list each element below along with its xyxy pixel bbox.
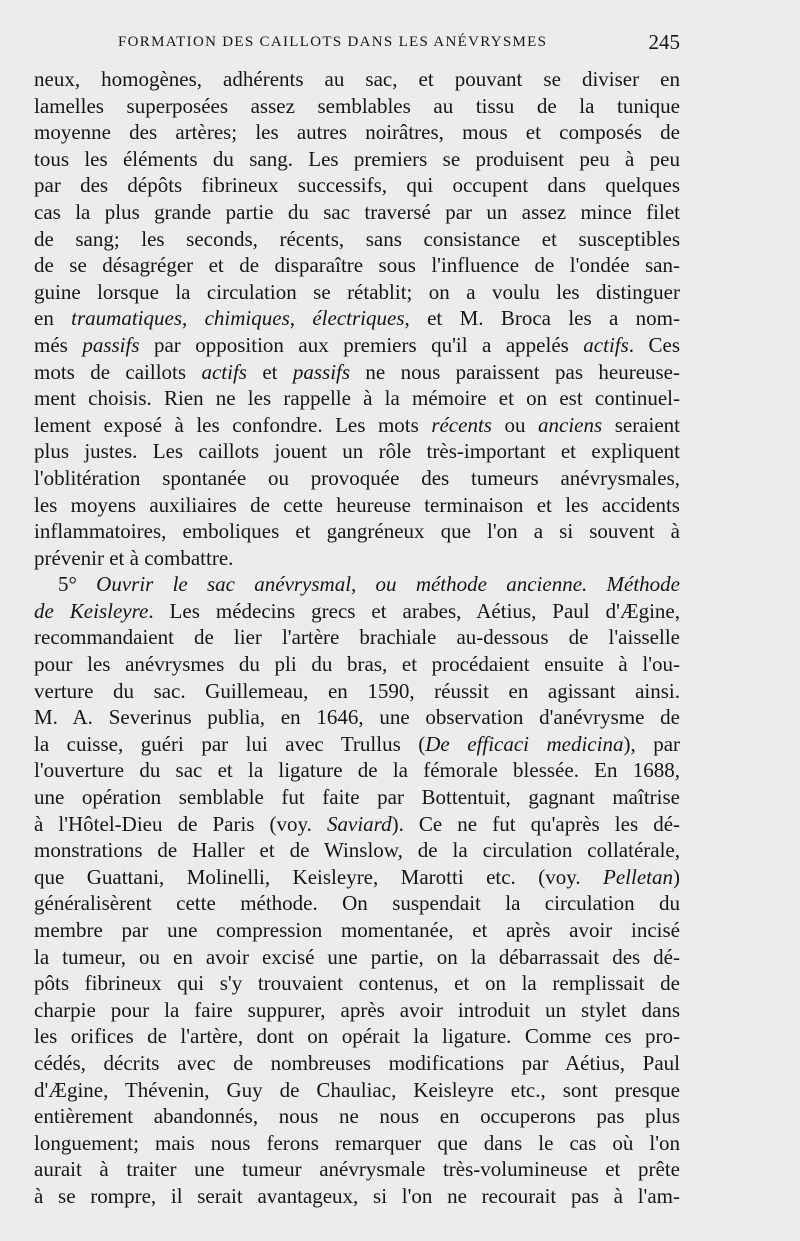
text-run: et [246,359,293,384]
italic-text: Pelletan [603,864,673,889]
text-run: l'ouverture du sac et la ligature de la fémorale blessée. En 1688, [34,758,680,783]
text-line [34,837,680,864]
text-run: . Ces [628,332,681,357]
text-run: en [34,306,72,331]
text-run: à se rompre, il serait avantageux, si l'on ne recourait pas à l'am- [34,1183,680,1208]
text-run: plus justes. Les caillots jouent un rôle très-important et expliquent [34,439,680,464]
text-line [34,1130,680,1157]
text-run: monstrations de Haller et de Winslow, de la circulation collatérale, [34,838,680,863]
text-line [34,172,680,199]
text-line [34,1050,680,1077]
text-line [34,1077,680,1104]
text-run: les orifices de l'artère, dont on opérait la ligature. Comme ces pro- [34,1024,680,1049]
text-line [34,545,680,572]
text-run: la tumeur, ou en avoir excisé une partie, on la débarrassait des dé- [34,944,680,969]
text-line [34,651,680,678]
text-run: membre par une compression momentanée, et après avoir incisé [34,918,680,942]
italic-text: de Keisleyre [34,598,149,623]
text-run: ou [491,412,539,437]
italic-text: Ouvrir le sac anévrysmal, ou méthode ancienne. Méthode [96,572,680,597]
text-run: , [182,306,205,331]
running-head [118,30,680,56]
text-run: par des dépôts fibrineux successifs, qui occupent dans quelques [34,173,680,198]
text-run: guine lorsque la circulation se rétablit; on a voulu les distinguer [34,279,680,304]
text-run: tous les éléments du sang. Les premiers se produisent peu à peu [34,146,680,171]
text-run: 5° [58,572,97,597]
text-run: l'oblitération spontanée ou provoquée des tumeurs anévrysmales, [34,465,680,490]
text-run: cas la plus grande partie du sac traversé par un assez mince filet [34,199,680,224]
italic-text: électriques [312,306,405,331]
italic-text: passifs [292,359,351,384]
text-run: aurait à traiter une tumeur anévrysmale très-volumineuse et prête [34,1157,680,1182]
text-line [34,199,680,226]
italic-text: De efficaci medicina [425,731,624,756]
text-line [34,252,680,279]
text-run: ) [673,864,680,889]
text-run: entièrement abandonnés, nous ne nous en occuperons pas plus [34,1104,680,1129]
text-line [34,811,680,838]
text-run: de sang; les seconds, récents, sans consistance et susceptibles [34,226,680,251]
text-line [34,146,680,173]
text-line [34,624,680,651]
text-line [34,492,680,519]
text-line [34,890,680,917]
italic-text: anciens [538,412,603,437]
text-line [34,598,680,625]
text-run: , et M. Broca les a nom- [404,306,680,331]
italic-text: passifs [82,332,140,357]
text-line [34,1103,680,1130]
text-run: . Les médecins grecs et arabes, Aétius, Paul d'Ægine, [148,598,680,623]
text-run: généralisèrent cette méthode. On suspendait la circulation du [34,891,680,916]
italic-text: chimiques [204,306,290,331]
text-run: ). Ce ne fut qu'après les dé- [391,811,681,836]
text-run: de se désagréger et de disparaître sous l'influence de l'ondée san- [34,253,680,278]
text-line [34,970,680,997]
text-line [34,864,680,891]
text-run: les moyens auxiliaires de cette heureuse terminaison et les accidents [34,492,680,517]
text-line [34,917,680,944]
text-line [34,757,680,784]
text-run: verture du sac. Guillemeau, en 1590, réussit en agissant ainsi. [34,678,680,703]
text-line [34,678,680,705]
text-line [34,731,680,758]
text-line [34,944,680,971]
text-line [34,704,680,731]
text-line [34,119,680,146]
text-run: neux, homogènes, adhérents au sac, et pouvant se diviser en [34,67,680,91]
body-text [34,66,680,1210]
italic-text: traumatiques [71,306,183,331]
text-line [34,66,680,93]
text-run: moyenne des artères; les autres noirâtres, mous et composés de [34,120,680,145]
text-run: à l'Hôtel-Dieu de Paris (voy. [34,811,328,836]
text-line [34,226,680,253]
text-run: prévenir et à combattre. [34,545,234,570]
text-line [34,1023,680,1050]
text-run: par opposition aux premiers qu'il a appelés [139,332,584,357]
text-run: que Guattani, Molinelli, Keisleyre, Marotti etc. (voy. [34,864,604,889]
text-run: , [289,306,313,331]
italic-text: Saviard [327,811,392,836]
text-run: ne nous paraissent pas heureuse- [350,359,680,384]
text-line [34,279,680,306]
italic-text: récents [431,412,492,437]
text-run: mots de caillots [34,359,202,384]
text-line [34,359,680,386]
running-title: FORMATION DES CAILLOTS DANS LES ANÉVRYSMES [118,34,548,50]
page-number: 245 [648,30,680,54]
text-line [34,385,680,412]
text-line [34,438,680,465]
text-line [34,997,680,1024]
text-run: inflammatoires, emboliques et gangréneux que l'on a si souvent à [34,519,680,544]
text-line [34,332,680,359]
text-run: ment choisis. Rien ne les rappelle à la mémoire et on est continuel- [34,386,680,411]
text-line [34,412,680,439]
text-line [34,93,680,120]
text-run: lement exposé à les confondre. Les mots [34,412,432,437]
text-run: cédés, décrits avec de nombreuses modifications par Aétius, Paul [34,1050,680,1075]
text-line [34,571,680,598]
text-run: pôts fibrineux qui s'y trouvaient contenus, et on la remplissait de [34,971,680,996]
text-line [34,1156,680,1183]
text-run: une opération semblable fut faite par Bottentuit, gagnant maîtrise [34,785,680,810]
text-run: M. A. Severinus publia, en 1646, une observation d'anévrysme de [34,705,680,730]
text-line [34,784,680,811]
italic-text: actifs [201,359,247,384]
text-run: recommandaient de lier l'artère brachiale au-dessous de l'aisselle [34,625,680,650]
text-run: pour les anévrysmes du pli du bras, et procédaient ensuite à l'ou- [34,652,680,677]
text-line [34,1183,680,1210]
text-run: d'Ægine, Thévenin, Guy de Chauliac, Keisleyre etc., sont presque [34,1077,680,1102]
text-run: més [34,332,83,357]
text-run: ), par [623,731,681,756]
text-run: la cuisse, guéri par lui avec Trullus ( [34,731,426,756]
text-line [34,305,680,332]
text-run: lamelles superposées assez semblables au tissu de la tunique [34,93,680,118]
text-run: seraient [602,412,680,437]
text-run: longuement; mais nous ferons remarquer que dans le cas où l'on [34,1130,680,1155]
text-line [34,518,680,545]
text-line [34,465,680,492]
italic-text: actifs [583,332,629,357]
text-run: charpie pour la faire suppurer, après avoir introduit un stylet dans [34,997,680,1022]
